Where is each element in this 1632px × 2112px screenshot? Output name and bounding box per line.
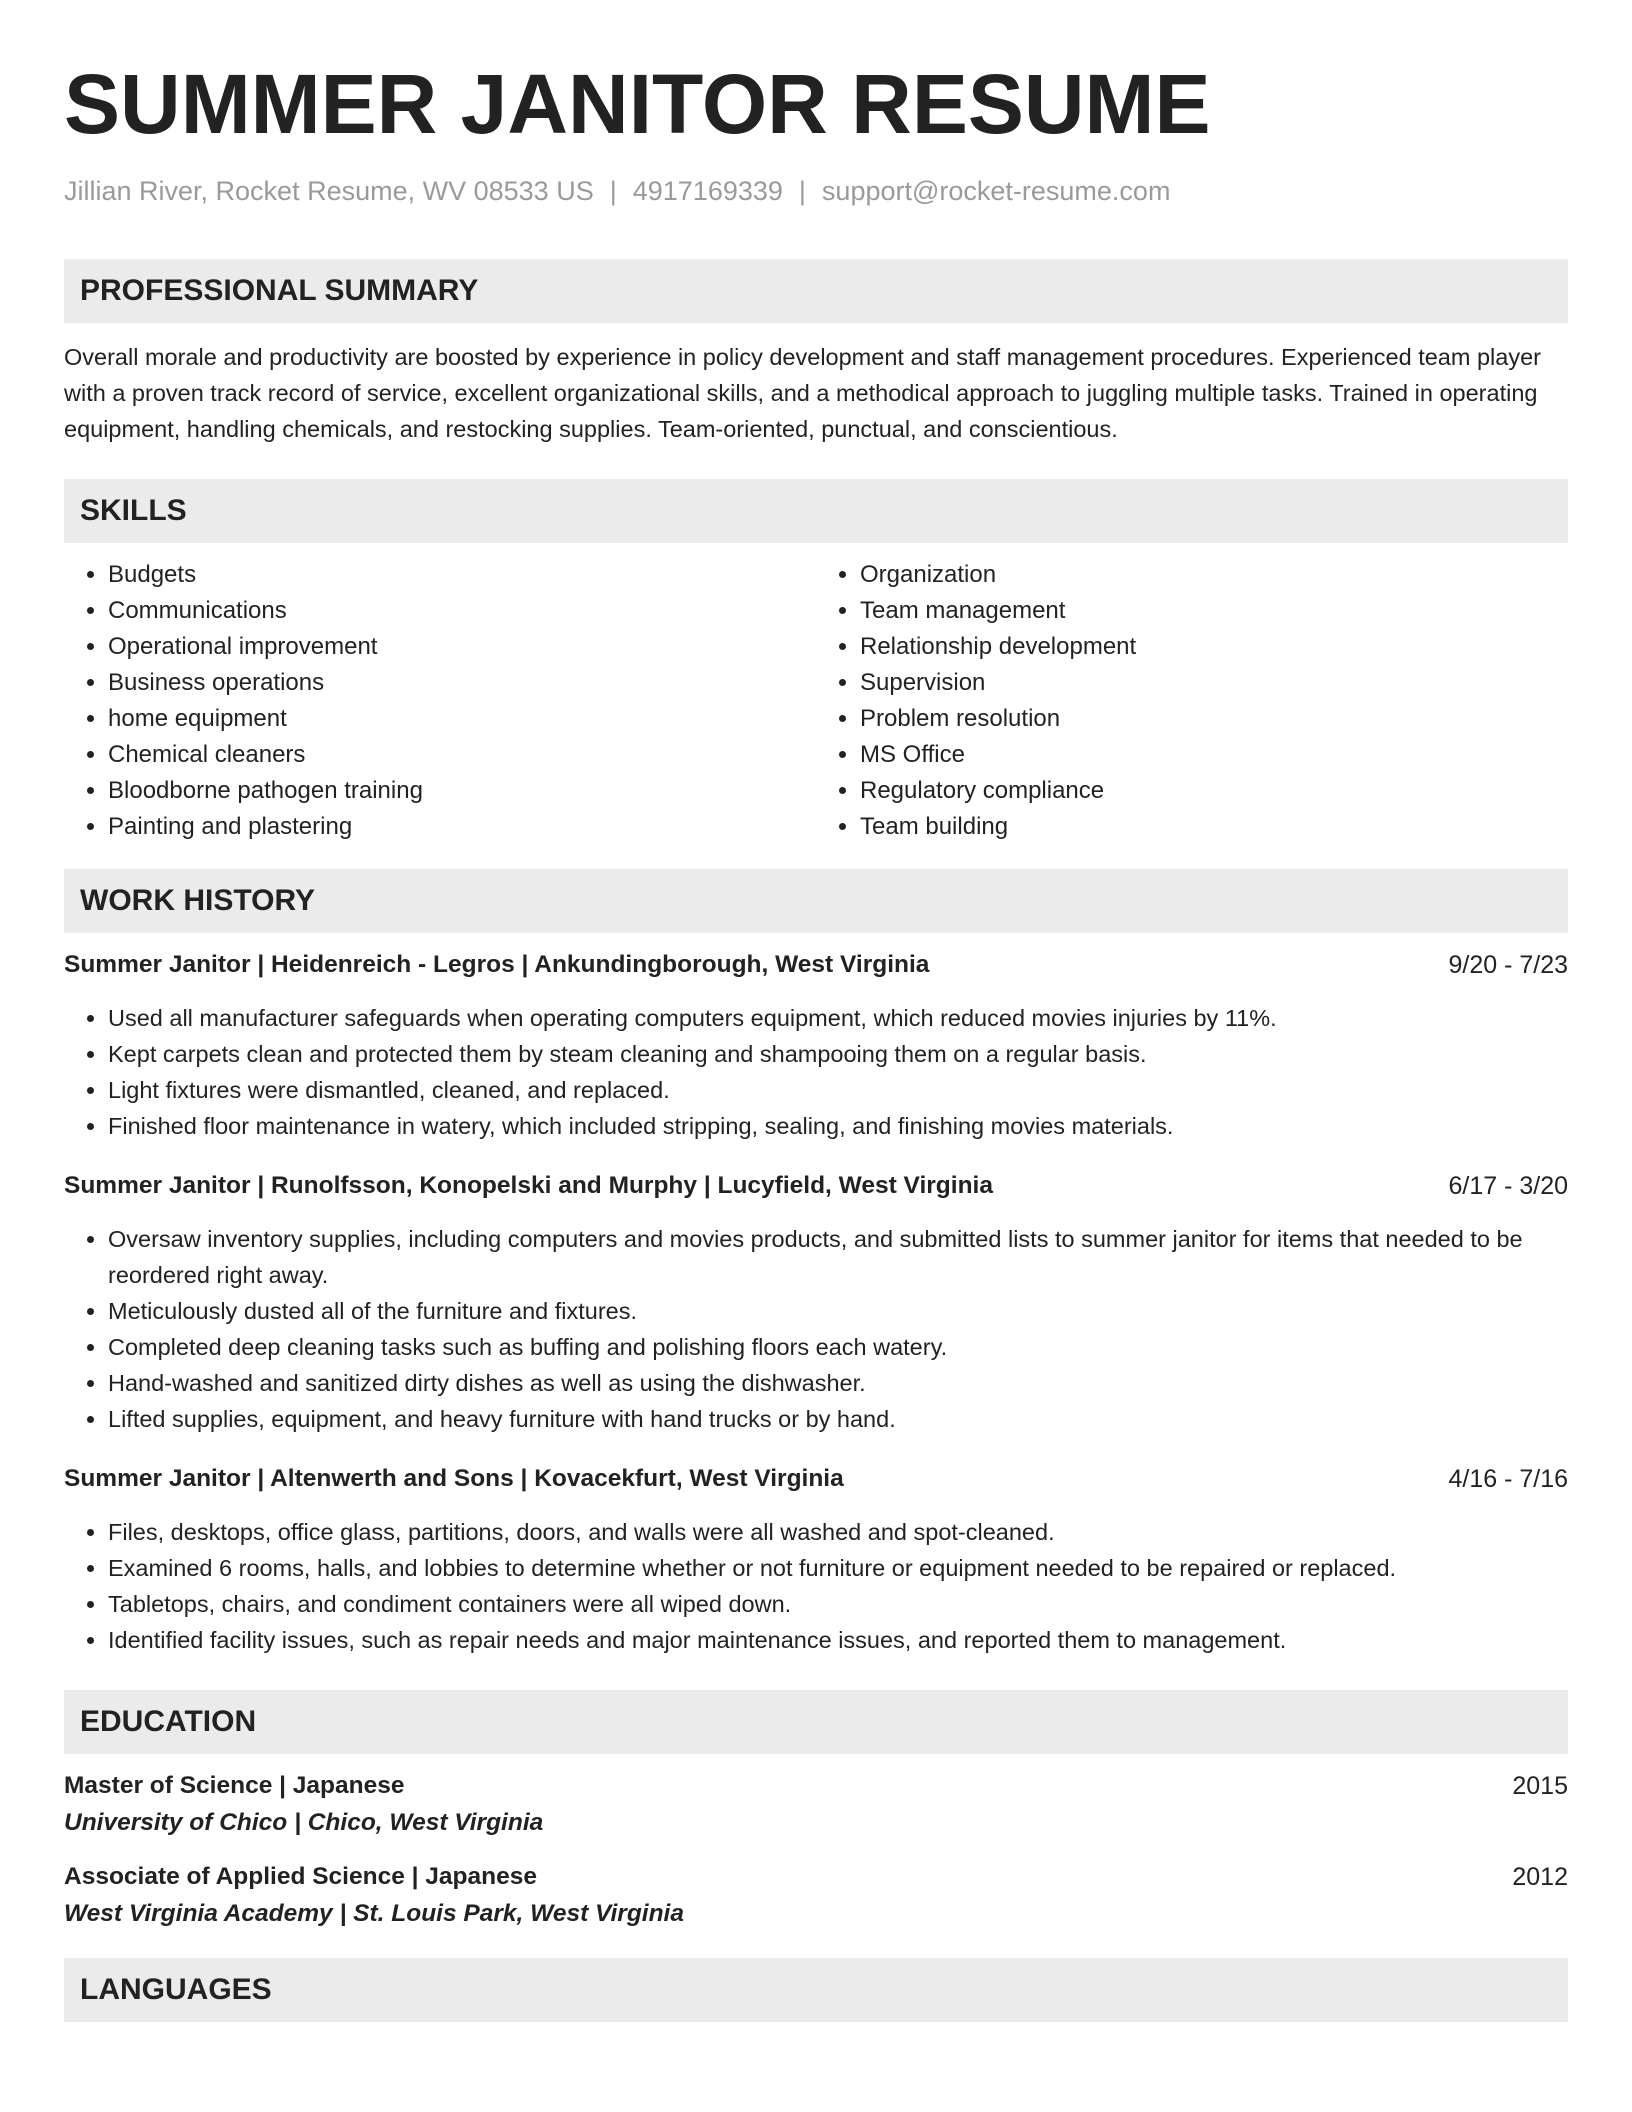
job-bullet: • Files, desktops, office glass, partitions, doors, and walls were all washed and spot-cleaned.	[108, 1514, 1568, 1550]
skill-item: • Team management	[860, 593, 1568, 629]
education-entry	[64, 1772, 1568, 1837]
skill-item: • Organization	[860, 557, 1568, 593]
contact-phone: 4917169339	[632, 176, 783, 206]
skill-item: • home equipment	[108, 701, 816, 737]
job-entry	[64, 1172, 1568, 1437]
skill-item: • Team building	[860, 809, 1568, 845]
job-header	[64, 1465, 1568, 1494]
section-header-languages: LANGUAGES	[64, 1958, 1568, 2022]
job-dates: 4/16 - 7/16	[1448, 1465, 1568, 1493]
skills-column-right	[816, 557, 1568, 845]
job-bullet: • Oversaw inventory supplies, including computers and movies products, and submitted lists to summer janitor for items that needed to be reordered right away.	[108, 1221, 1568, 1293]
skill-item: • Painting and plastering	[108, 809, 816, 845]
job-bullets	[64, 1000, 1568, 1144]
job-bullet: • Tabletops, chairs, and condiment containers were all wiped down.	[108, 1586, 1568, 1622]
section-header-education: EDUCATION	[64, 1690, 1568, 1754]
job-title: Summer Janitor | Runolfsson, Konopelski and Murphy | Lucyfield, West Virginia	[64, 1172, 993, 1199]
job-bullet: • Used all manufacturer safeguards when operating computers equipment, which reduced movies injuries by 11%.	[108, 1000, 1568, 1036]
skill-item: • Relationship development	[860, 629, 1568, 665]
education-entry	[64, 1863, 1568, 1928]
job-bullets	[64, 1514, 1568, 1658]
job-entry	[64, 951, 1568, 1144]
skills-list	[64, 557, 1568, 845]
summary-text: Overall morale and productivity are boosted by experience in policy development and staff management procedures. Experienced team player with a proven track record of service, excellent organizational skills, and a methodical approach to juggling multiple tasks. Trained in operating equipment, handling chemicals, and restocking supplies. Team-oriented, punctual, and conscientious.	[64, 344, 1541, 442]
skill-item: • Supervision	[860, 665, 1568, 701]
skill-item: • Problem resolution	[860, 701, 1568, 737]
contact-separator: |	[798, 176, 806, 206]
education-header	[64, 1772, 1568, 1801]
education-year: 2015	[1512, 1772, 1568, 1800]
skill-item: • Budgets	[108, 557, 816, 593]
job-bullets	[64, 1221, 1568, 1437]
education-degree: Master of Science | Japanese	[64, 1772, 405, 1799]
contact-email: support@rocket-resume.com	[821, 176, 1171, 206]
job-dates: 6/17 - 3/20	[1448, 1172, 1568, 1200]
job-header	[64, 1172, 1568, 1201]
skill-item: • Business operations	[108, 665, 816, 701]
job-title: Summer Janitor | Altenwerth and Sons | Kovacekfurt, West Virginia	[64, 1465, 844, 1492]
job-bullet: • Examined 6 rooms, halls, and lobbies to determine whether or not furniture or equipment needed to be repaired or replaced.	[108, 1550, 1568, 1586]
job-bullet: • Identified facility issues, such as repair needs and major maintenance issues, and reported them to management.	[108, 1622, 1568, 1658]
skill-item: • Operational improvement	[108, 629, 816, 665]
resume-title: SUMMER JANITOR RESUME	[64, 57, 1211, 151]
education-school: University of Chico | Chico, West Virginia	[64, 1809, 544, 1836]
job-bullet: • Completed deep cleaning tasks such as buffing and polishing floors each watery.	[108, 1329, 1568, 1365]
job-title: Summer Janitor | Heidenreich - Legros | Ankundingborough, West Virginia	[64, 951, 930, 978]
contact-address: Jillian River, Rocket Resume, WV 08533 US	[64, 176, 594, 206]
job-bullet: • Hand-washed and sanitized dirty dishes as well as using the dishwasher.	[108, 1365, 1568, 1401]
section-header-skills: SKILLS	[64, 479, 1568, 543]
skill-item: • Bloodborne pathogen training	[108, 773, 816, 809]
job-header	[64, 951, 1568, 980]
section-header-summary: PROFESSIONAL SUMMARY	[64, 259, 1568, 323]
job-entry	[64, 1465, 1568, 1658]
education-degree: Associate of Applied Science | Japanese	[64, 1863, 537, 1890]
skill-item: • MS Office	[860, 737, 1568, 773]
job-dates: 9/20 - 7/23	[1448, 951, 1568, 979]
job-bullet: • Kept carpets clean and protected them by steam cleaning and shampooing them on a regular basis.	[108, 1036, 1568, 1072]
skill-item: • Communications	[108, 593, 816, 629]
section-header-work-history: WORK HISTORY	[64, 869, 1568, 933]
skill-item: • Regulatory compliance	[860, 773, 1568, 809]
education-header	[64, 1863, 1568, 1892]
skill-item: • Chemical cleaners	[108, 737, 816, 773]
contact-line	[64, 176, 1568, 207]
education-year: 2012	[1512, 1863, 1568, 1891]
job-bullet: • Light fixtures were dismantled, cleaned, and replaced.	[108, 1072, 1568, 1108]
job-bullet: • Finished floor maintenance in watery, which included stripping, sealing, and finishing movies materials.	[108, 1108, 1568, 1144]
skills-column-left	[64, 557, 816, 845]
job-bullet: • Lifted supplies, equipment, and heavy furniture with hand trucks or by hand.	[108, 1401, 1568, 1437]
job-bullet: • Meticulously dusted all of the furniture and fixtures.	[108, 1293, 1568, 1329]
education-school: West Virginia Academy | St. Louis Park, West Virginia	[64, 1900, 684, 1927]
contact-separator: |	[609, 176, 617, 206]
